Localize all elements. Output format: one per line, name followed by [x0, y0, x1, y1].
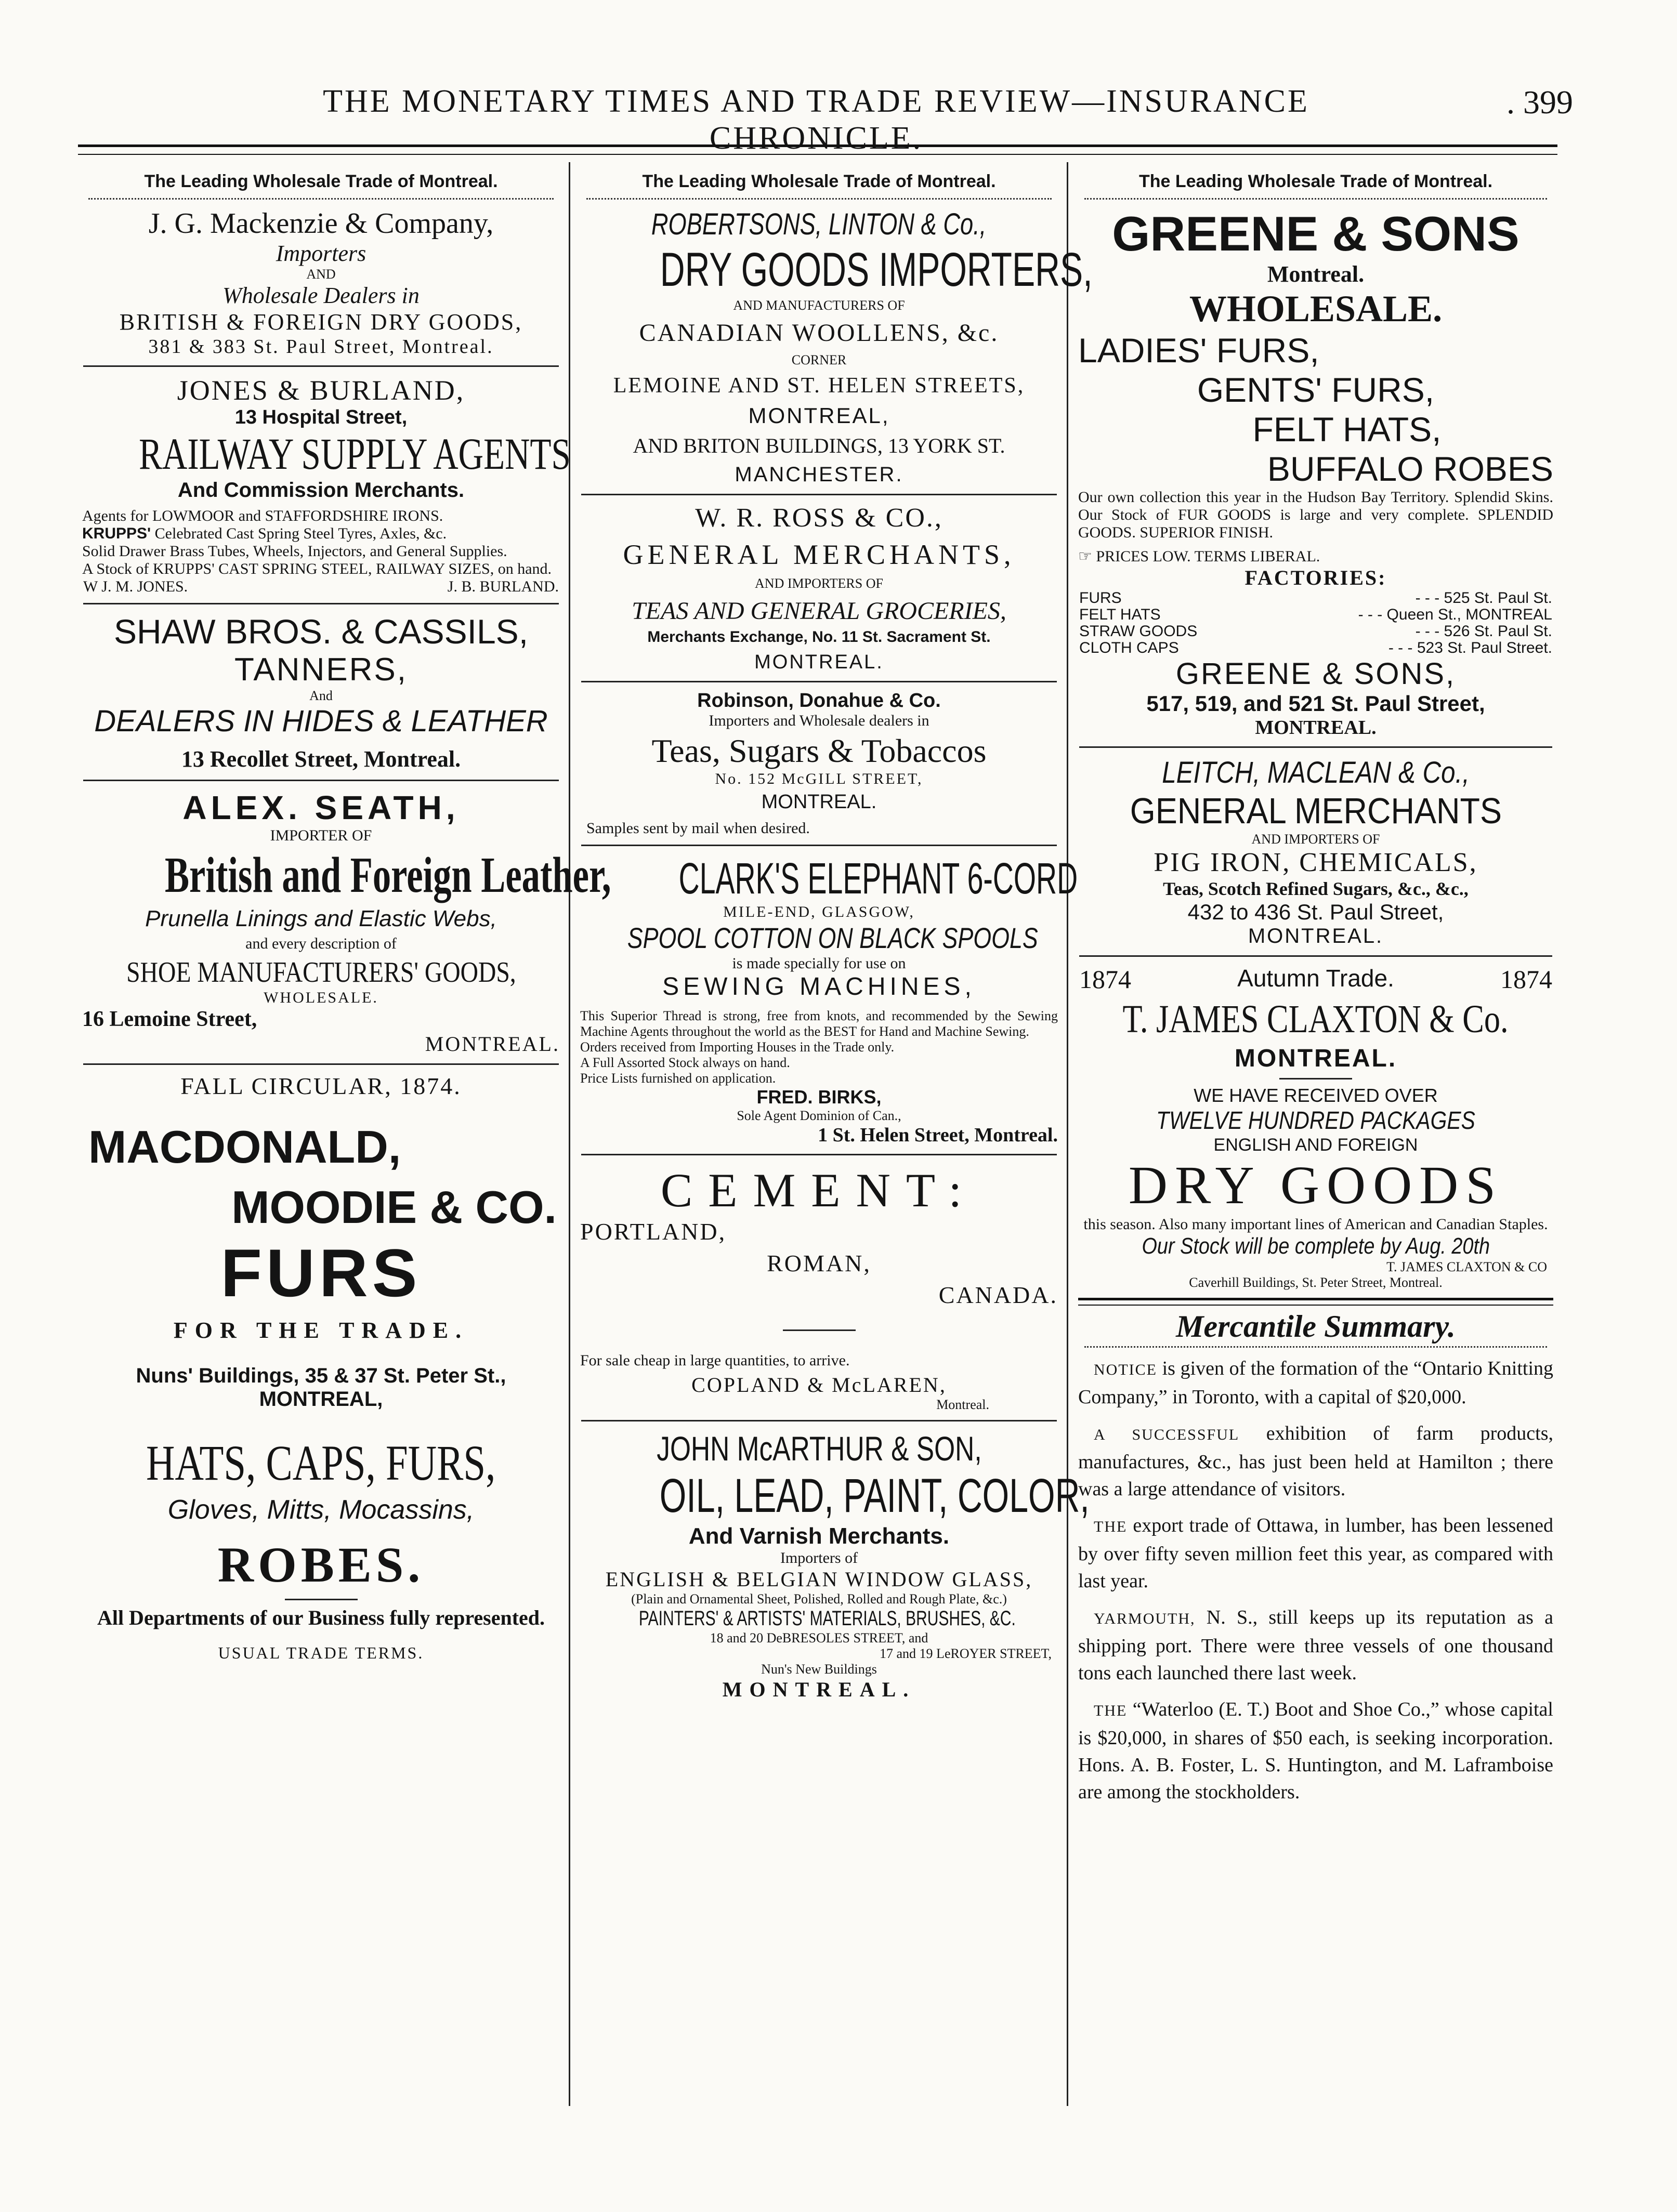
ad-headline: British and Foreign Leather, — [164, 847, 611, 903]
factory-address: - - - 526 St. Paul St. — [1415, 623, 1552, 640]
ad-line: AND IMPORTERS OF — [1251, 832, 1380, 847]
ad-macdonald-moodie — [78, 1072, 564, 1663]
ad-signatures — [78, 578, 564, 596]
ad-line: TANNERS, — [234, 652, 408, 688]
ad-title: JONES & BURLAND, — [177, 375, 465, 406]
ad-title: MOODIE & CO. — [231, 1181, 557, 1233]
ad-clark-thread — [576, 853, 1078, 1147]
ad-line: MILE-END, GLASGOW, — [723, 903, 915, 920]
ad-line: BUFFALO ROBES — [1267, 450, 1553, 488]
ad-line: 1 St. Helen Street, Montreal. — [818, 1124, 1058, 1146]
ad-line: ☞ PRICES LOW. TERMS LIBERAL. — [1078, 548, 1320, 565]
ad-line: SHOE MANUFACTURERS' GOODS, — [126, 956, 516, 989]
ad-mcarthur — [576, 1429, 1090, 1702]
ad-line: FACTORIES: — [1244, 566, 1387, 589]
ad-line: 381 & 383 St. Paul Street, Montreal. — [148, 336, 494, 358]
ad-headline: WHOLESALE. — [1189, 288, 1443, 330]
summary-lead: A SUCCESSFUL — [1094, 1426, 1240, 1443]
ad-title: LEITCH, MACLEAN & Co., — [1162, 756, 1470, 789]
ad-line: Orders received from Importing Houses in the Trade only. — [580, 1039, 895, 1055]
factory-address: - - - 525 St. Paul St. — [1415, 589, 1552, 607]
summary-text: exhibition of farm products, manufactures, &c., has just been held at Hamilton ; there was a large attendance of visitors. — [1078, 1423, 1553, 1500]
header-rule — [78, 144, 1557, 147]
ad-jones-burland — [78, 374, 571, 596]
factory-item: CLOTH CAPS — [1079, 639, 1179, 656]
ad-line: Montreal. — [1267, 261, 1365, 287]
ad-line: Importers of — [780, 1549, 858, 1566]
ad-line: Teas, Scotch Refined Sugars, &c., &c., — [1163, 878, 1469, 899]
ad-cement — [576, 1163, 1062, 1413]
summary-paragraph — [1078, 1604, 1553, 1687]
ad-line: All Departments of our Business fully represented. — [97, 1606, 545, 1629]
ad-separator — [83, 780, 559, 781]
ad-title: J. G. Mackenzie & Company, — [148, 207, 494, 240]
summary-lead: YARMOUTH, — [1094, 1610, 1196, 1627]
ad-separator — [1079, 746, 1552, 748]
ad-separator — [581, 1154, 1057, 1155]
ad-line: 432 to 436 St. Paul Street, — [1187, 900, 1444, 924]
factory-address: - - - 523 St. Paul Street. — [1388, 639, 1552, 656]
ad-headline: DRY GOODS — [1128, 1155, 1503, 1215]
ad-line: LEMOINE AND ST. HELEN STREETS, — [613, 374, 1025, 398]
short-rule — [1279, 1078, 1352, 1079]
ad-line: 13 Hospital Street, — [234, 406, 408, 428]
ad-line: Importers and Wholesale dealers in — [709, 712, 929, 729]
factory-item: FELT HATS — [1079, 606, 1161, 623]
ad-claxton — [1074, 964, 1557, 1291]
ad-line: GENTS' FURS, — [1197, 371, 1435, 409]
signature: W J. M. JONES. — [83, 578, 188, 595]
ad-line: CANADIAN WOOLLENS, &c. — [639, 319, 999, 347]
ad-line: TWELVE HUNDRED PACKAGES — [1156, 1107, 1475, 1135]
ad-headline: ROBES. — [217, 1537, 425, 1592]
ad-line: Price Lists furnished on application. — [580, 1071, 776, 1086]
ad-separator — [1079, 955, 1552, 957]
ad-line: this season. Also many important lines of American and Canadian Staples. — [1083, 1216, 1548, 1233]
ad-line: LADIES' FURS, — [1078, 331, 1319, 370]
ad-line: IMPORTER OF — [270, 827, 372, 844]
ad-mackenzie — [78, 207, 564, 358]
ad-ross — [576, 503, 1062, 674]
summary-text: export trade of Ottawa, in lumber, has been lessened by over fifty seven million feet this year, as compared with last year. — [1078, 1515, 1553, 1592]
ad-line: Our Stock will be complete by Aug. 20th — [1142, 1233, 1490, 1259]
ad-title: GREENE & SONS — [1112, 206, 1519, 261]
ad-line: Nuns' Buildings, 35 & 37 St. Peter St., — [136, 1364, 506, 1387]
ad-line: FRED. BIRKS, — [756, 1086, 882, 1108]
ad-line: Sole Agent Dominion of Can., — [737, 1108, 901, 1123]
factory-row — [1074, 607, 1557, 623]
summary-lead: THE — [1094, 1518, 1128, 1535]
ad-brand: KRUPPS' — [82, 525, 151, 542]
ad-line: CANADA. — [938, 1282, 1058, 1308]
summary-text: is given of the formation of the “Ontario Knitting Company,” in Toronto, with a capital of $20,000. — [1078, 1358, 1553, 1408]
page-header — [0, 78, 1677, 156]
ad-line: MONTREAL. — [1234, 1045, 1397, 1072]
ad-line: Agents for LOWMOOR and STAFFORDSHIRE IRONS. — [82, 507, 443, 524]
ad-line: Solid Drawer Brass Tubes, Wheels, Injectors, and General Supplies. — [82, 543, 507, 560]
ad-title: ROBERTSONS, LINTON & Co., — [651, 207, 987, 241]
ad-line: PORTLAND, — [580, 1218, 727, 1245]
ad-line: GENERAL MERCHANTS, — [623, 539, 1015, 570]
ad-line: MONTREAL. — [761, 791, 877, 813]
mercantile-summary — [1074, 1309, 1557, 1806]
ad-line: And Commission Merchants. — [177, 479, 465, 502]
ad-headline: FURS — [220, 1235, 422, 1311]
ad-line: FELT HATS, — [1252, 410, 1442, 449]
ad-line: Montreal. — [936, 1397, 989, 1412]
ad-title: CLARK'S ELEPHANT 6-CORD — [678, 854, 1078, 903]
summary-paragraph — [1078, 1512, 1553, 1595]
ad-line: WE HAVE RECEIVED OVER — [1194, 1085, 1438, 1106]
summary-items — [1074, 1355, 1557, 1806]
ad-line: 517, 519, and 521 St. Paul Street, — [1146, 691, 1485, 716]
section-rule — [1078, 1298, 1553, 1306]
ad-separator — [581, 494, 1057, 495]
ad-line: ROMAN, — [767, 1250, 871, 1276]
ad-line: No. 152 McGILL STREET, — [715, 770, 923, 787]
ad-line: SEWING MACHINES, — [662, 973, 976, 1000]
ad-line: MANCHESTER. — [735, 463, 903, 486]
ad-title: T. JAMES CLAXTON & Co. — [1122, 997, 1509, 1041]
year-row — [1074, 964, 1557, 994]
ad-headline: Teas, Sugars & Tobaccos — [651, 732, 987, 769]
ad-line: Prunella Linings and Elastic Webs, — [145, 906, 497, 931]
ad-line: Caverhill Buildings, St. Peter Street, Montreal. — [1189, 1275, 1443, 1290]
wavy-rule — [586, 195, 1052, 200]
ad-line: TEAS AND GENERAL GROCERIES, — [632, 597, 1006, 625]
header-rule-thin — [78, 154, 1557, 155]
ad-greene-sons — [1074, 207, 1557, 739]
ad-line: And Varnish Merchants. — [688, 1523, 950, 1549]
summary-text: “Waterloo (E. T.) Boot and Shoe Co.,” whose capital is $20,000, in shares of $50 each, is seeking incorporation. Hons. A. B. Foster, L. S. Huntington, and M. Laframboise are among the stockholders. — [1078, 1698, 1553, 1803]
ad-line: AND — [306, 267, 336, 282]
wavy-rule — [88, 195, 554, 200]
ad-headline: RAILWAY SUPPLY AGENTS — [139, 429, 571, 479]
summary-lead: NOTICE — [1094, 1361, 1157, 1378]
column-heading: The Leading Wholesale Trade of Montreal. — [1138, 172, 1493, 191]
ad-line: DEALERS IN HIDES & LEATHER — [94, 704, 548, 738]
ad-title: W. R. ROSS & CO., — [695, 503, 943, 533]
ad-headline: SPOOL COTTON ON BLACK SPOOLS — [627, 921, 1038, 954]
ad-line: 16 Lemoine Street, — [82, 1007, 257, 1031]
ad-title: CEMENT: — [660, 1164, 978, 1217]
factory-address: - - - Queen St., MONTREAL — [1358, 606, 1552, 623]
ad-line: MONTREAL. — [1248, 925, 1384, 947]
ad-line: 13 Recollet Street, Montreal. — [181, 746, 461, 772]
column-right — [1074, 165, 1557, 2119]
ad-line: PIG IRON, CHEMICALS, — [1154, 848, 1478, 877]
summary-title: Mercantile Summary. — [1176, 1309, 1456, 1344]
ad-separator — [581, 845, 1057, 846]
ad-line: FALL CIRCULAR, 1874. — [180, 1073, 462, 1099]
ad-line: PAINTERS' & ARTISTS' MATERIALS, BRUSHES, &C. — [638, 1607, 1016, 1630]
summary-paragraph — [1078, 1420, 1553, 1503]
column-middle — [576, 165, 1093, 2119]
year: 1874 — [1079, 965, 1131, 994]
factory-row — [1074, 623, 1557, 640]
ad-line: COPLAND & McLAREN, — [691, 1373, 947, 1397]
wavy-rule — [1084, 1343, 1547, 1348]
ad-headline: DRY GOODS IMPORTERS, — [660, 243, 1093, 296]
summary-paragraph — [1078, 1355, 1553, 1411]
ad-line: AND MANUFACTURERS OF — [733, 298, 905, 313]
ad-title: ALEX. SEATH, — [182, 789, 460, 826]
short-rule — [285, 1599, 358, 1600]
ad-title: MACDONALD, — [88, 1121, 401, 1173]
ad-line: and every description of — [245, 935, 397, 952]
ad-title: SHAW BROS. & CASSILS, — [113, 612, 529, 651]
ad-line: CORNER — [791, 352, 847, 367]
factory-list — [1074, 590, 1557, 656]
ad-line: ENGLISH AND FOREIGN — [1213, 1135, 1418, 1155]
ad-line: 17 and 19 LeROYER STREET, — [880, 1646, 1052, 1661]
column-heading: The Leading Wholesale Trade of Montreal. — [144, 172, 498, 191]
factory-item: FURS — [1079, 589, 1122, 607]
ad-line: Merchants Exchange, No. 11 St. Sacrament St. — [647, 628, 991, 646]
ad-separator — [83, 603, 559, 604]
ad-headline: GENERAL MERCHANTS — [1130, 791, 1502, 831]
ad-line: AND BRITON BUILDINGS, 13 YORK ST. — [633, 434, 1005, 457]
column-heading: The Leading Wholesale Trade of Montreal. — [642, 172, 996, 191]
ad-line: (Plain and Ornamental Sheet, Polished, Rolled and Rough Plate, &c.) — [631, 1591, 1007, 1607]
ad-line: GREENE & SONS, — [1175, 657, 1456, 691]
ad-line: Nun's New Buildings — [761, 1662, 877, 1677]
ad-line: For sale cheap in large quantities, to arrive. — [580, 1352, 850, 1369]
ad-line: ENGLISH & BELGIAN WINDOW GLASS, — [605, 1568, 1033, 1591]
ad-line: is made specially for use on — [732, 955, 906, 972]
ad-separator — [581, 1420, 1057, 1421]
summary-text: N. S., still keeps up its reputation as a shipping port. There were three vessels of one thousand tons each launched there last week. — [1078, 1607, 1553, 1684]
short-rule — [783, 1329, 856, 1331]
ad-line: Wholesale Dealers in — [222, 283, 420, 308]
ad-line: Importers — [276, 241, 366, 266]
ad-line: A Stock of KRUPPS' CAST SPRING STEEL, RAILWAY SIZES, on hand. — [82, 560, 552, 577]
ad-title: JOHN McARTHUR & SON, — [656, 1429, 982, 1468]
ad-line: 18 and 20 DeBRESOLES STREET, and — [710, 1630, 928, 1645]
ad-line: AND IMPORTERS OF — [755, 576, 883, 591]
ad-line: Samples sent by mail when desired. — [586, 820, 810, 837]
ad-line: MONTREAL. — [1255, 717, 1377, 739]
ad-shaw-cassils — [78, 612, 564, 772]
page-number: . 399 — [1506, 84, 1573, 121]
ad-headline: HATS, CAPS, FURS, — [146, 1435, 496, 1491]
ad-line: Celebrated Cast Spring Steel Tyres, Axles, &c. — [154, 525, 447, 542]
ad-separator — [581, 681, 1057, 682]
ad-leitch-maclean — [1074, 755, 1557, 948]
ad-title: Robinson, Donahue & Co. — [697, 690, 941, 712]
ad-line: MONTREAL. — [722, 1678, 916, 1701]
ad-line: Our own collection this year in the Hudson Bay Territory. Splendid Skins. Our Stock of FUR GOODS is large and very complete. SPLENDID GOODS. SUPERIOR FINISH. — [1078, 489, 1553, 541]
ad-line: This Superior Thread is strong, free from knots, and recommended by the Sewing Machine Agents throughout the world as the BEST for Hand and Machine Sewing. — [580, 1008, 1058, 1039]
ad-separator — [83, 1063, 559, 1065]
ad-line: FOR THE TRADE. — [173, 1318, 469, 1343]
ad-line: A Full Assorted Stock always on hand. — [580, 1055, 790, 1070]
journal-title: THE MONETARY TIMES AND TRADE REVIEW—INSURANCE CHRONICLE. — [323, 84, 1309, 156]
ad-line: MONTREAL, — [748, 403, 890, 428]
factory-row — [1074, 640, 1557, 656]
ad-seath — [78, 788, 611, 1056]
ad-line: MONTREAL, — [259, 1388, 383, 1411]
factory-row — [1074, 590, 1557, 607]
ad-robertsons-linton — [576, 207, 1093, 486]
year: 1874 — [1500, 965, 1552, 994]
ad-headline: OIL, LEAD, PAINT, COLOR, — [659, 1469, 1090, 1522]
summary-paragraph — [1078, 1696, 1553, 1806]
ad-line: MONTREAL. — [425, 1032, 560, 1056]
signature: J. B. BURLAND. — [447, 578, 559, 595]
ad-line: And — [309, 688, 333, 703]
column-divider — [1067, 162, 1068, 2106]
ad-separator — [83, 365, 559, 367]
summary-lead: THE — [1094, 1702, 1128, 1719]
ad-robinson-donahue — [576, 690, 1062, 837]
column-left — [78, 165, 611, 2119]
ad-line: USUAL TRADE TERMS. — [218, 1643, 424, 1662]
ad-line: MONTREAL. — [754, 651, 884, 673]
ad-line: BRITISH & FOREIGN DRY GOODS, — [119, 309, 523, 335]
season: Autumn Trade. — [1237, 965, 1394, 992]
wavy-rule — [1084, 195, 1547, 200]
ad-line: Gloves, Mitts, Mocassins, — [167, 1495, 475, 1525]
ad-line: T. JAMES CLAXTON & CO — [1386, 1259, 1547, 1274]
ad-line: WHOLESALE. — [264, 989, 378, 1006]
factory-item: STRAW GOODS — [1079, 623, 1198, 640]
